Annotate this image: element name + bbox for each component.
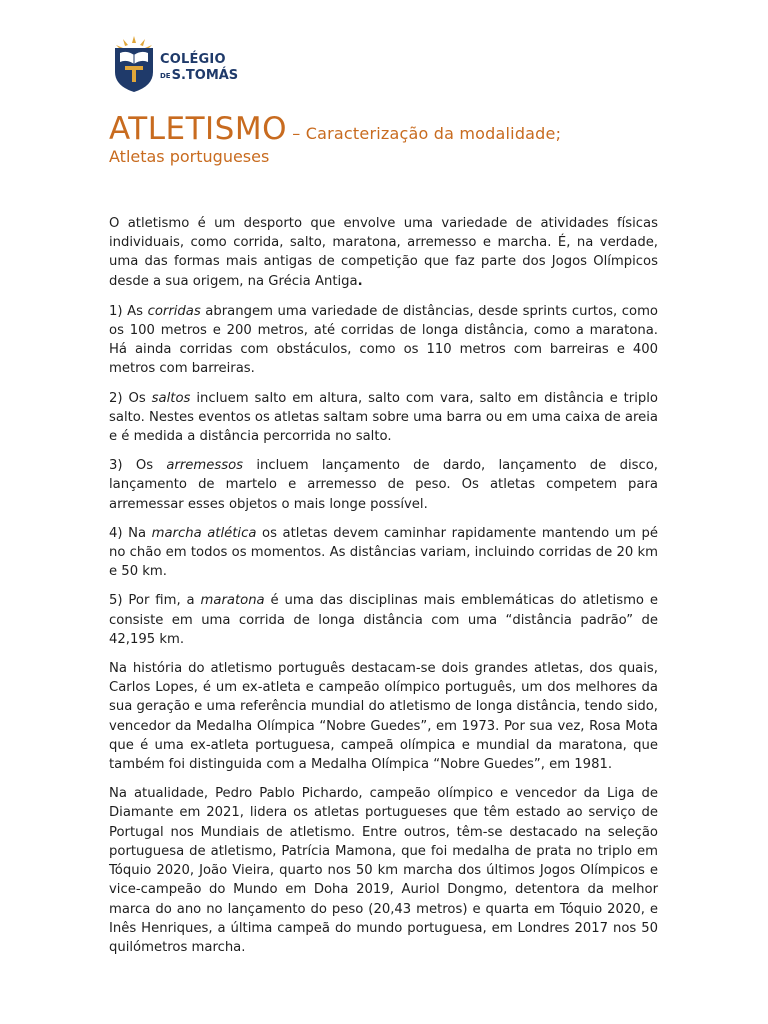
p5-rest: é uma das disciplinas mais emblemáticas do atletismo e consiste em uma corrida de longa distância com uma “distância padrão” de 42,195 km. [109,593,659,647]
intro-end: . [357,273,363,289]
document-title [109,109,669,167]
p3-start: 3) Os [109,458,167,474]
paragraph-history: Na história do atletismo português destacam-se dois grandes atletas, dos quais, Carlos Lopes, é um ex-atleta e campeão olímpico português, um dos melhores da sua geração e uma referência mundial do atletismo de longa distância, tendo sido, vencedor da Medalha Olímpica “Nobre Guedes”, em 1973. Por sua vez, Rosa Mota que é uma ex-atleta portuguesa, campeã olímpica e mundial da maratona, que também foi distinguida com a Medalha Olímpica “Nobre Guedes”, em 1981. [109,661,658,773]
p4-rest: os atletas devem caminhar rapidamente mantendo um pé no chão em todos os momentos. As distâncias variam, incluindo corridas de 20 km e 50 km. [109,525,658,580]
school-logo [112,36,242,92]
p1-rest: abrangem uma variedade de distâncias, desde sprints curtos, como os 100 metros e 200 metros, até corridas de longa distância, como a maratona. Há ainda corridas com obstáculos, como os 110 metros com barreiras e 400 metros com barreiras. [109,303,659,377]
logo-wordmark [160,52,238,84]
p2-emphasis: saltos [151,390,191,406]
paragraph-arremessos [109,456,658,514]
document-body [109,214,658,967]
p3-emphasis: arremessos [166,458,244,474]
title-line-2: Atletas portugueses [109,147,270,166]
paragraph-marcha [109,524,658,582]
title-main: ATLETISMO [109,111,287,147]
paragraph-corridas [109,302,658,379]
p1-start: 1) As [109,303,148,319]
paragraph-intro [109,214,658,291]
p3-rest: incluem lançamento de dardo, lançamento de disco, lançamento de martelo e arremesso de peso. Os atletas competem para arremessar esses objetos o mais longe possível. [109,458,658,512]
title-line-1 [109,109,669,149]
logo-line-2-main: S.TOMÁS [171,68,239,83]
paragraph-saltos [109,389,658,447]
p5-start: 5) Por fim, a [109,593,201,609]
p4-start: 4) Na [109,525,152,541]
intro-text: O atletismo é um desporto que envolve uma variedade de atividades físicas individuais, como corrida, salto, maratona, arremesso e marcha. É, na verdade, uma das formas mais antigas de competição que faz parte dos Jogos Olímpicos desde a sua origem, na Grécia Antiga [109,216,658,289]
p2-start: 2) Os [109,390,152,406]
logo-line-2 [160,68,238,84]
paragraph-current: Na atualidade, Pedro Pablo Pichardo, campeão olímpico e vencedor da Liga de Diamante em 2021, lidera os atletas portugueses que têm estado ao serviço de Portugal nos Mundiais de atletismo. Entre outros, têm-se destacado na seleção portuguesa de atletismo, Patrícia Mamona, que foi medalha de prata no triplo em Tóquio 2020, João Vieira, quarto nos 50 km marcha dos últimos Jogos Olímpicos e vice-campeão do Mundo em Doha 2019, Auriol Dongmo, detentora da melhor marca do ano no lançamento do peso (20,43 metros) e quarta em Tóquio 2020, e Inês Henriques, a última campeã do mundo portuguesa, em Londres 2017 nos 50 quilómetros marcha. [109,786,658,955]
p1-emphasis: corridas [147,303,201,319]
shield-icon [112,36,156,92]
p4-emphasis: marcha atlética [151,525,257,541]
paragraph-maratona [109,591,658,649]
title-subtitle: – Caracterização da modalidade; [287,124,562,143]
p5-emphasis: maratona [200,593,265,609]
logo-line-2-small: DE [160,72,171,80]
logo-line-1: COLÉGIO [160,52,226,67]
p2-rest: incluem salto em altura, salto com vara, salto em distância e triplo salto. Nestes eventos os atletas saltam sobre uma barra ou em uma caixa de areia e é medida a distância percorrida no salto. [109,390,658,445]
